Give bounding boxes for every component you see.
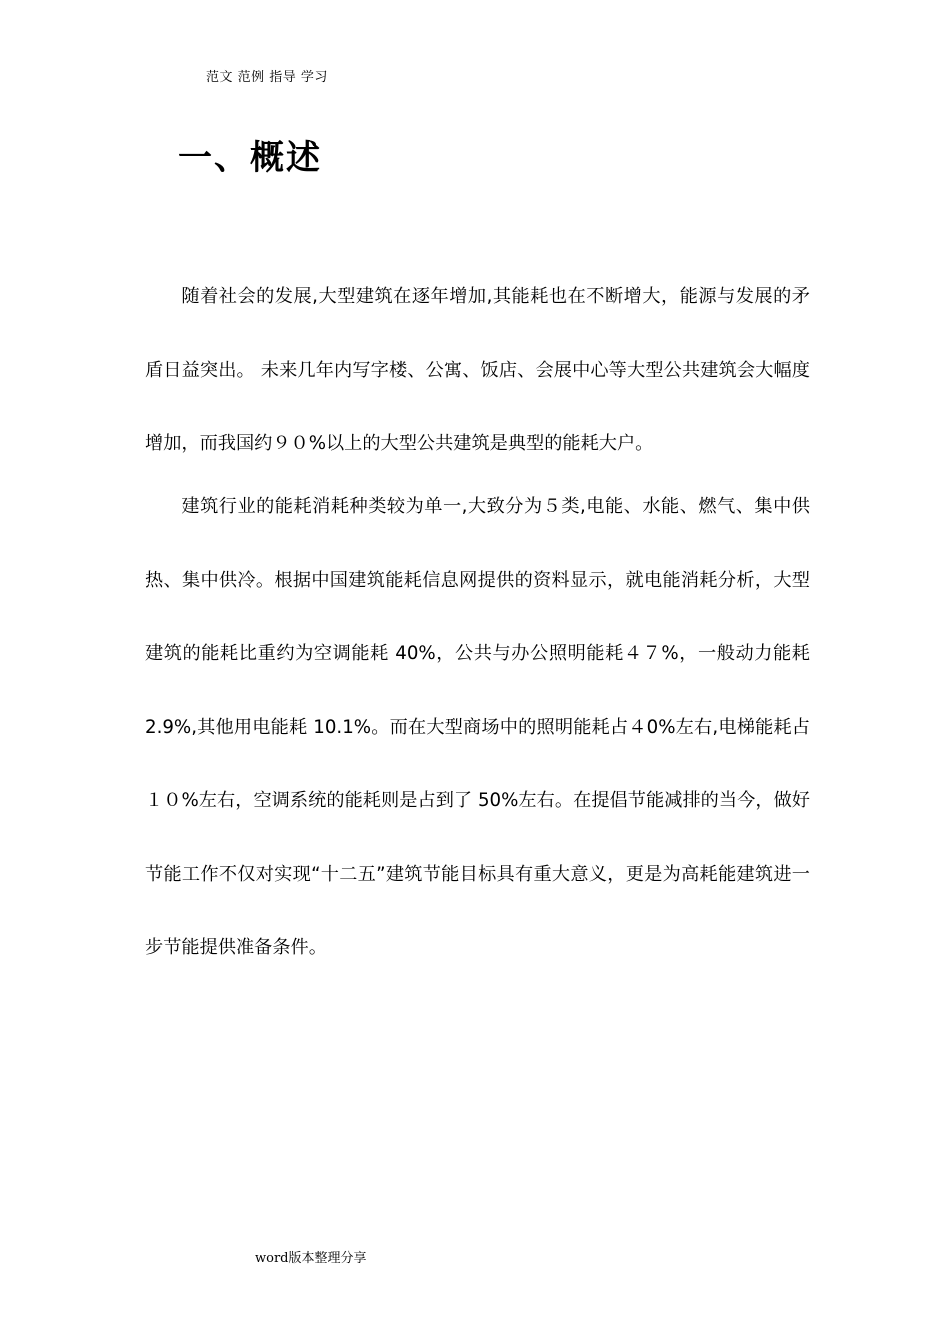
page-header: 范文 范例 指导 学习 <box>206 70 328 85</box>
paragraph-overview: 随着社会的发展,大型建筑在逐年增加,其能耗也在不断增大，能源与发展的矛盾日益突出。 未来几年内写字楼、公寓、饭店、会展中心等大型公共建筑会大幅度增加，而我国约９０%以上的大型公共建筑是典型的能耗大户。 <box>145 286 810 454</box>
section-title: 一、概述 <box>178 138 322 178</box>
paragraph-energy-analysis: 建筑行业的能耗消耗种类较为单一,大致分为５类,电能、水能、燃气、集中供热、集中供冷。根据中国建筑能耗信息网提供的资料显示，就电能消耗分析，大型建筑的能耗比重约为空调能耗 40%，公共与办公照明能耗４７%，一般动力能耗 2.9%,其他用电能耗 10.1%。而在大型商场中的照明能耗占４0%左右,电梯能耗占１０%左右，空调系统的能耗则是占到了 50%左右。在提倡节能减排的当今，做好节能工作不仅对实现“十二五”建筑节能目标具有重大意义，更是为高耗能建筑进一步节能提供准备条件。 <box>145 496 810 958</box>
page-footer: word版本整理分享 <box>255 1251 367 1266</box>
